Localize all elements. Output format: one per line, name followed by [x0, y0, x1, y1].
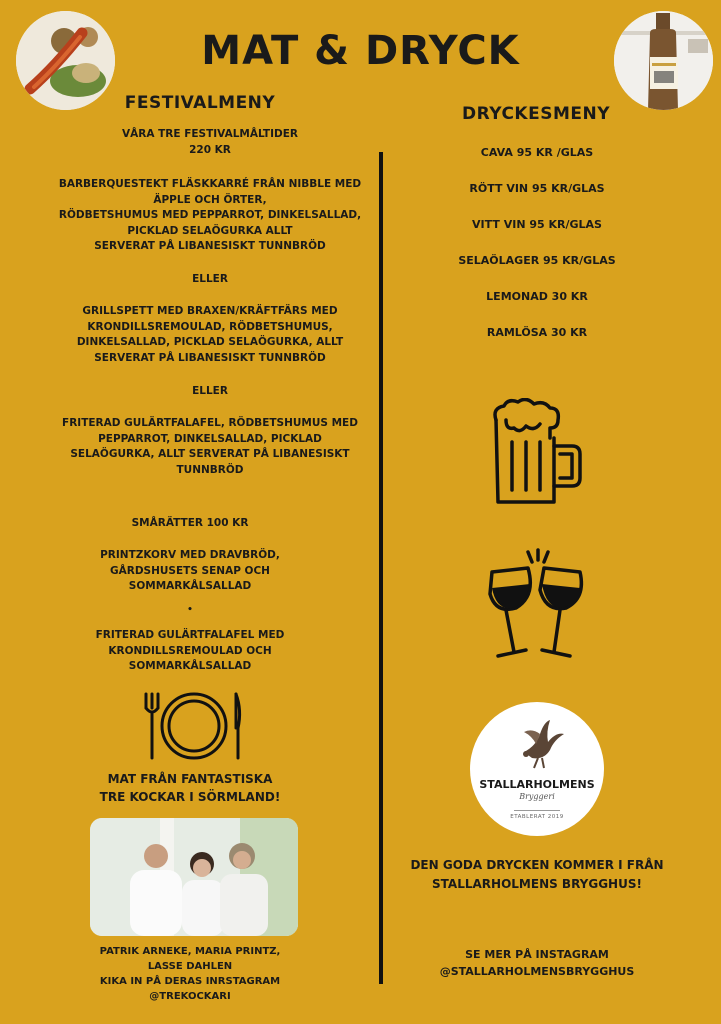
small-dishes-heading: SMÅRÄTTER 100 KR [131, 517, 249, 529]
dish-1 [40, 177, 380, 255]
instagram-handle[interactable]: @STALLARHOLMENSBRYGGHUS [439, 965, 635, 978]
tagline-line: MAT FRÅN FANTASTISKA [107, 772, 273, 786]
dish-line: BARBERQUESTEKT FLÄSKKARRÉ FRÅN NIBBLE MED [58, 178, 362, 190]
chefs-photo [90, 818, 298, 936]
small-dish-2 [40, 628, 340, 675]
dish-line: SOMMARKÅLSALLAD [128, 660, 252, 672]
caption-line: LASSE DAHLEN [147, 961, 233, 972]
page-title: MAT & DRYCK [201, 28, 520, 74]
brewery-logo [470, 702, 604, 836]
beer-mug-icon [488, 398, 584, 510]
instagram-line: SE MER PÅ INSTAGRAM [465, 948, 609, 961]
note-line: DEN GODA DRYCKEN KOMMER I FRÅN [410, 858, 664, 872]
note-line: STALLARHOLMENS BRYGGHUS! [432, 877, 642, 891]
brewery-note [392, 856, 682, 894]
or-separator-1: ELLER [192, 273, 228, 285]
intro-price: 220 KR [189, 143, 231, 156]
or-separator-2: ELLER [192, 385, 228, 397]
caption-line: PATRIK ARNEKE, MARIA PRINTZ, [99, 946, 281, 957]
drink-item: RAMLÖSA 30 KR [486, 326, 588, 339]
dish-line: SERVERAT PÅ LIBANESISKT TUNNBRÖD [94, 240, 326, 252]
drink-item: VITT VIN 95 KR/GLAS [472, 218, 602, 231]
dish-line: GÅRDSHUSETS SENAP OCH [110, 564, 270, 577]
dish-line: FRITERAD GULÄRTFALAFEL, RÖDBETSHUMUS MED [62, 417, 358, 429]
drink-item: LEMONAD 30 KR [486, 290, 588, 303]
dish-line: PRINTZKORV MED DRAVBRÖD, [100, 549, 280, 561]
chefs-tagline [40, 770, 340, 806]
dish-line: SERVERAT PÅ LIBANESISKT TUNNBRÖD [94, 351, 326, 364]
dish-line: TUNNBRÖD [176, 463, 244, 476]
dish-line: SELAÖGURKA, ALLT SERVERAT PÅ LIBANESISKT [70, 448, 350, 460]
dish-2 [40, 304, 380, 366]
caption-line: @TREKOCKARI [149, 991, 231, 1002]
wine-glasses-cheers-icon [476, 548, 596, 662]
bullet-separator: • [187, 605, 193, 615]
caption-line: KIKA IN PÅ DERAS INRSTAGRAM [99, 976, 281, 987]
drink-item: SELAÖLAGER 95 KR/GLAS [458, 254, 616, 267]
dish-line: KRONDILLSREMOULAD OCH [108, 644, 272, 657]
dish-3 [40, 416, 380, 478]
dish-line: GRILLSPETT MED BRAXEN/KRÄFTFÄRS MED [82, 305, 338, 317]
bird-logo-icon [510, 718, 570, 770]
logo-established: ETABLERAT 2019 [510, 814, 564, 820]
intro-line: VÅRA TRE FESTIVALMÅLTIDER [122, 128, 298, 140]
logo-divider [514, 810, 560, 811]
bottle-photo [614, 11, 713, 110]
dish-line: RÖDBETSHUMUS MED PEPPARROT, DINKELSALLAD, [58, 209, 362, 221]
chefs-caption [40, 944, 340, 1004]
logo-script: Bryggeri [519, 792, 555, 801]
plate-fork-knife-icon [142, 690, 246, 762]
column-divider [379, 152, 383, 984]
drink-item: CAVA 95 KR /GLAS [480, 146, 594, 159]
dish-line: DINKELSALLAD, PICKLAD SELAÖGURKA, ALLT [76, 336, 344, 348]
dish-line: FRITERAD GULÄRTFALAFEL MED [95, 629, 285, 641]
food-menu-heading: FESTIVALMENY [124, 93, 276, 113]
dish-line: PICKLAD SELAÖGURKA ALLT [127, 224, 293, 237]
small-dish-1 [40, 548, 340, 595]
food-photo [16, 11, 115, 110]
instagram-note [392, 946, 682, 980]
drink-item: RÖTT VIN 95 KR/GLAS [469, 182, 605, 195]
dish-line: ÄPPLE OCH ÖRTER, [153, 193, 267, 206]
dish-line: KRONDILLSREMOULAD, RÖDBETSHUMUS, [87, 320, 333, 333]
dish-line: PEPPARROT, DINKELSALLAD, PICKLAD [98, 432, 322, 445]
drinks-menu-heading: DRYCKESMENY [461, 104, 611, 124]
festival-intro [40, 127, 380, 158]
tagline-line: TRE KOCKAR I SÖRMLAND! [99, 790, 281, 804]
logo-name: STALLARHOLMENS [479, 778, 595, 791]
dish-line: SOMMARKÅLSALLAD [128, 580, 252, 592]
